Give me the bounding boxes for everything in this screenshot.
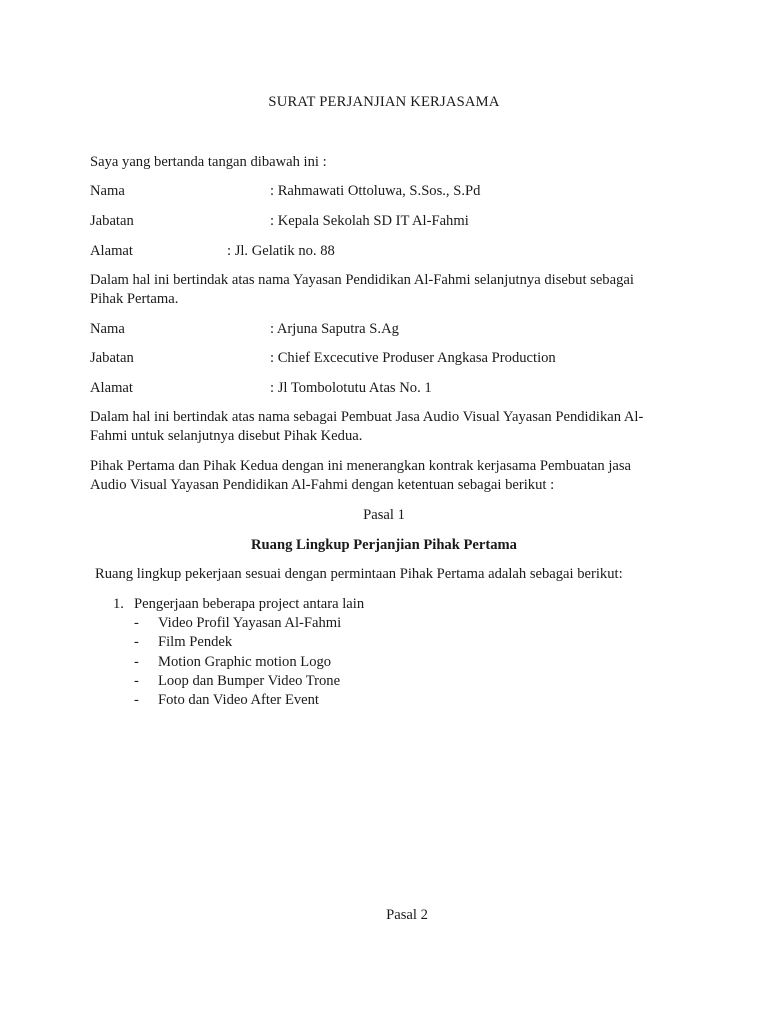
party1-statement-line1: Dalam hal ini bertindak atas nama Yayasan Pendidikan Al-Fahmi selanjutnya disebut sebagai: [90, 272, 634, 288]
party1-alamat-label: Alamat: [90, 243, 133, 259]
bullet-marker: -: [134, 692, 139, 708]
pasal1-subheading: Ruang Lingkup Perjanjian Pihak Pertama: [251, 537, 517, 553]
party2-jabatan-label: Jabatan: [90, 350, 134, 366]
pasal2-heading: Pasal 2: [386, 907, 428, 923]
pasal1-heading: Pasal 1: [363, 507, 405, 523]
party1-alamat-value: : Jl. Gelatik no. 88: [227, 243, 335, 259]
bullet-marker: -: [134, 634, 139, 650]
party2-alamat-value: : Jl Tombolotutu Atas No. 1: [270, 380, 432, 396]
party2-statement-line1: Dalam hal ini bertindak atas nama sebagai Pembuat Jasa Audio Visual Yayasan Pendidikan Al-: [90, 409, 644, 425]
party2-nama-value: : Arjuna Saputra S.Ag: [270, 321, 399, 337]
bullet-item: Motion Graphic motion Logo: [158, 654, 332, 670]
bullet-marker: -: [134, 615, 139, 631]
party2-nama-label: Nama: [90, 321, 125, 337]
bullet-marker: -: [134, 654, 139, 670]
bullet-item: Film Pendek: [158, 634, 233, 650]
list-item-number: 1.: [113, 596, 124, 612]
bullet-item: Loop dan Bumper Video Trone: [158, 673, 341, 689]
intro-text: Saya yang bertanda tangan dibawah ini :: [90, 154, 327, 170]
party2-jabatan-value: : Chief Excecutive Produser Angkasa Production: [270, 350, 556, 366]
document-title: SURAT PERJANJIAN KERJASAMA: [268, 94, 500, 110]
party2-alamat-label: Alamat: [90, 380, 133, 396]
party1-nama-label: Nama: [90, 183, 125, 199]
bullet-marker: -: [134, 673, 139, 689]
party2-statement-line2: Fahmi untuk selanjutnya disebut Pihak Kedua.: [90, 428, 363, 444]
agreement-line1: Pihak Pertama dan Pihak Kedua dengan ini menerangkan kontrak kerjasama Pembuatan jasa: [90, 458, 632, 474]
party1-nama-value: : Rahmawati Ottoluwa, S.Sos., S.Pd: [270, 183, 481, 199]
party1-statement-line2: Pihak Pertama.: [90, 291, 179, 307]
pasal1-intro: Ruang lingkup pekerjaan sesuai dengan permintaan Pihak Pertama adalah sebagai berikut:: [95, 566, 623, 582]
bullet-item: Foto dan Video After Event: [158, 692, 319, 708]
party1-jabatan-value: : Kepala Sekolah SD IT Al-Fahmi: [270, 213, 469, 229]
list-item-text: Pengerjaan beberapa project antara lain: [134, 596, 365, 612]
party1-jabatan-label: Jabatan: [90, 213, 134, 229]
bullet-item: Video Profil Yayasan Al-Fahmi: [158, 615, 342, 631]
agreement-line2: Audio Visual Yayasan Pendidikan Al-Fahmi dengan ketentuan sebagai berikut :: [90, 477, 555, 493]
